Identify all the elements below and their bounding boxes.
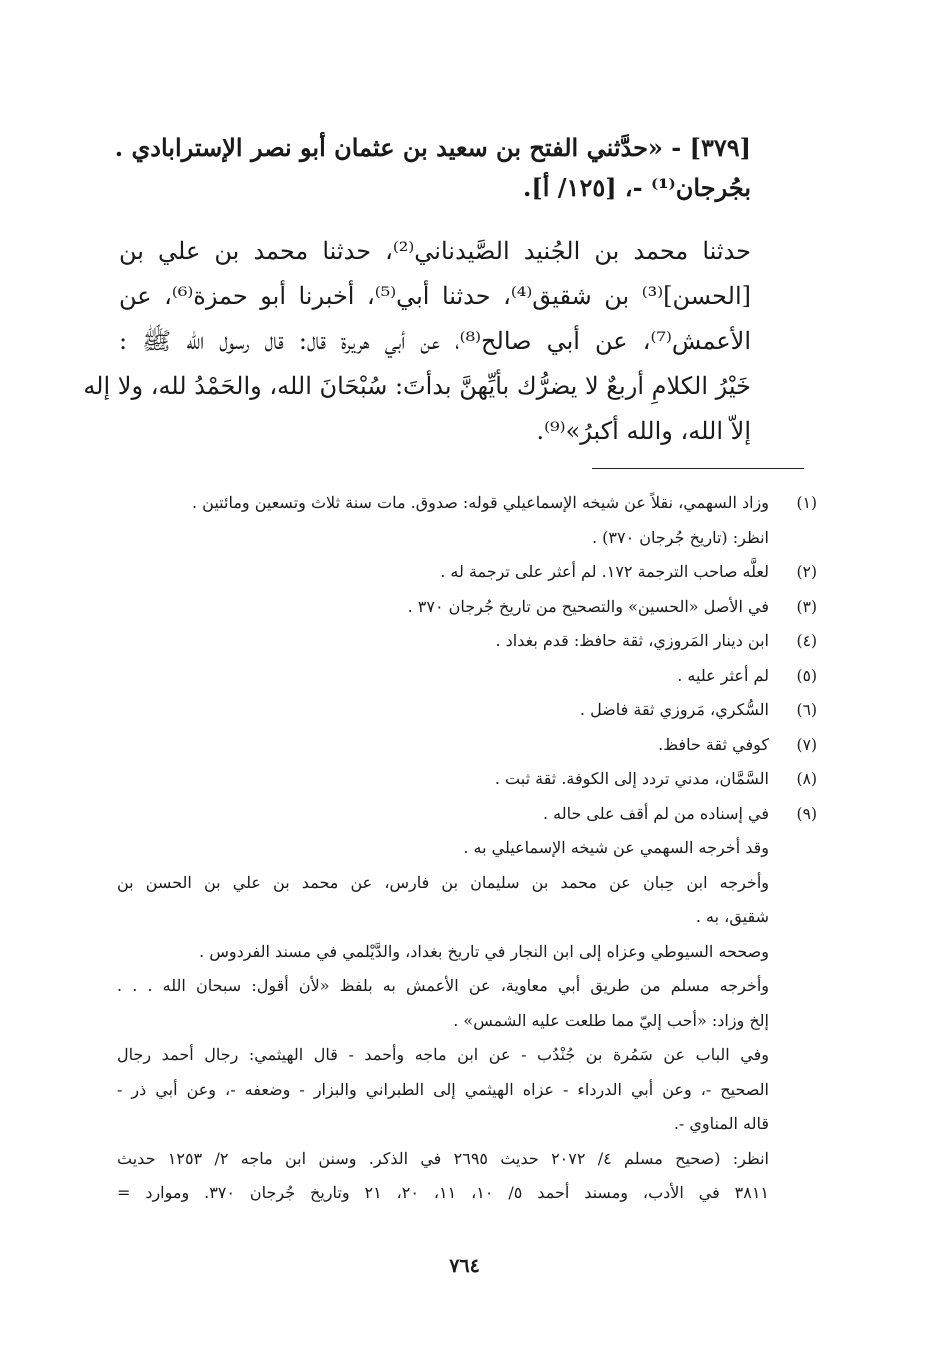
footnote-number: (٩): [796, 804, 817, 823]
footnote-number: (٦): [796, 701, 817, 719]
footnote-number: (١): [796, 494, 817, 512]
footnote-7: [117, 728, 817, 763]
body-line-3: الأعمش⁽⁷⁾، عن أبي صالح⁽⁸⁾، عن أبي هريرة قال: قال رسول الله ﷺ :: [119, 327, 752, 355]
footnote-text: وزاد السهمي، نقلاً عن شيخه الإسماعيلي قوله: صدوق. مات سنة ثلاث وتسعين ومائتين .: [191, 493, 769, 512]
footnote-paragraph: وأخرجه ابن حِبان عن محمد بن سليمان بن فارس، عن محمد بن علي بن الحسن بن: [117, 872, 769, 892]
footnote-number: (٥): [796, 666, 817, 685]
footnote-text: في إسناده من لم أقف على حاله .: [542, 803, 769, 823]
footnote-paragraph: وأخرجه مسلم من طريق أبي معاوية، عن الأعمش به بلفظ «لأن أقول: سبحان الله . . .: [117, 976, 769, 995]
footnote-9: [117, 797, 817, 832]
footnote-4: [117, 624, 817, 659]
footnote-number: (٨): [796, 770, 817, 788]
footnote-text: في الأصل «الحسين» والتصحيح من تاريخ جُرجان ٣٧٠ .: [407, 596, 769, 616]
footnote-8: [117, 762, 817, 797]
page-number: ٧٦٤: [449, 1255, 480, 1277]
footnote-separator: [592, 468, 804, 469]
footnotes: [117, 486, 817, 1211]
heading-line-1: [٣٧٩] - «حدَّثني الفتح بن سعيد بن عثمان أبو نصر الإسترابادي .: [114, 133, 751, 162]
footnote-text: لعلَّه صاحب الترجمة ١٧٢. لم أعثر على ترجمة له .: [440, 562, 769, 581]
footnote-paragraph: إلخ وزاد: «أحب إليّ مما طلعت عليه الشمس» .: [453, 1010, 769, 1030]
footnote-6: [117, 693, 817, 728]
body-line-1: حدثنا محمد بن الجُنيد الصَّيدناني⁽²⁾، حدثنا محمد بن علي بن: [119, 237, 751, 265]
footnote-text: ابن دينار المَروزي، ثقة حافظ: قدم بغداد .: [495, 631, 769, 650]
footnote-paragraph: وفي الباب عن سَمُرة بن جُنْدُب - عن ابن ماجه وأحمد - قال الهيثمي: رجال أحمد رجال: [117, 1045, 769, 1064]
footnote-paragraph: انظر: (صحيح مسلم ٤/ ٢٠٧٢ حديث ٢٦٩٥ في الذكر. وسنن ابن ماجه ٢/ ١٢٥٣ حديث: [117, 1148, 770, 1168]
footnote-text: السُّكري، مَروزي ثقة فاضل .: [579, 700, 769, 719]
footnote-number: (٧): [796, 735, 817, 754]
footnote-text: لم أعثر عليه .: [677, 665, 769, 685]
hadith-heading: [111, 128, 751, 208]
footnote-number: (٣): [796, 597, 817, 616]
footnote-text: انظر: (تاريخ جُرجان ٣٧٠) .: [591, 527, 769, 547]
footnote-paragraph: قاله المناوي -.: [673, 1114, 769, 1133]
body-line-4: خَيْرُ الكلامِ أربعٌ لا يضرُّك بأيِّهنَّ بدأتَ: سُبْحَانَ الله، والحَمْدُ لله، ولا إله: [83, 372, 751, 400]
body-line-2: [الحسن]⁽³⁾ بن شقيق⁽⁴⁾، حدثنا أبي⁽⁵⁾، أخبرنا أبو حمزة⁽⁶⁾، عن: [119, 282, 751, 310]
footnote-number: (٤): [796, 632, 817, 650]
footnote-3: [117, 590, 817, 625]
footnote-5: [117, 659, 817, 694]
footnote-paragraph: وقد أخرجه السهمي عن شيخه الإسماعيلي به .: [463, 838, 769, 857]
footnote-2: [117, 555, 817, 590]
footnote-paragraph: الصحيح -، وعن أبي الدرداء - عزاه الهيثمي إلى الطبراني والبزار - وضعفه -، وعن أبي ذر -: [117, 1079, 769, 1099]
footnote-paragraph: شقيق، به .: [695, 907, 769, 926]
footnote-number: (٢): [796, 563, 817, 581]
footnote-9-continuation: [117, 831, 817, 1211]
heading-line-2: بجُرجان⁽¹⁾ -، [١٢٥/ أ].: [523, 173, 751, 202]
body-line-5: إلاّ الله، والله أكبرُ»⁽⁹⁾.: [536, 417, 751, 445]
footnote-paragraph: وصححه السيوطي وعزاه إلى ابن النجار في تاريخ بغداد، والدَّيْلمي في مسند الفردوس .: [199, 941, 769, 961]
footnote-text: السَّمَّان، مدني تردد إلى الكوفة. ثقة ثبت .: [494, 769, 769, 788]
hadith-body: [83, 229, 752, 454]
footnote-1: [117, 486, 817, 555]
footnote-paragraph: ٣٨١١ في الأدب، ومسند أحمد ٥/ ١٠، ١١، ٢٠، ٢١ وتاريخ جُرجان ٣٧٠. وموارد =: [117, 1183, 770, 1202]
footnote-text: كوفي ثقة حافظ.: [658, 734, 769, 754]
